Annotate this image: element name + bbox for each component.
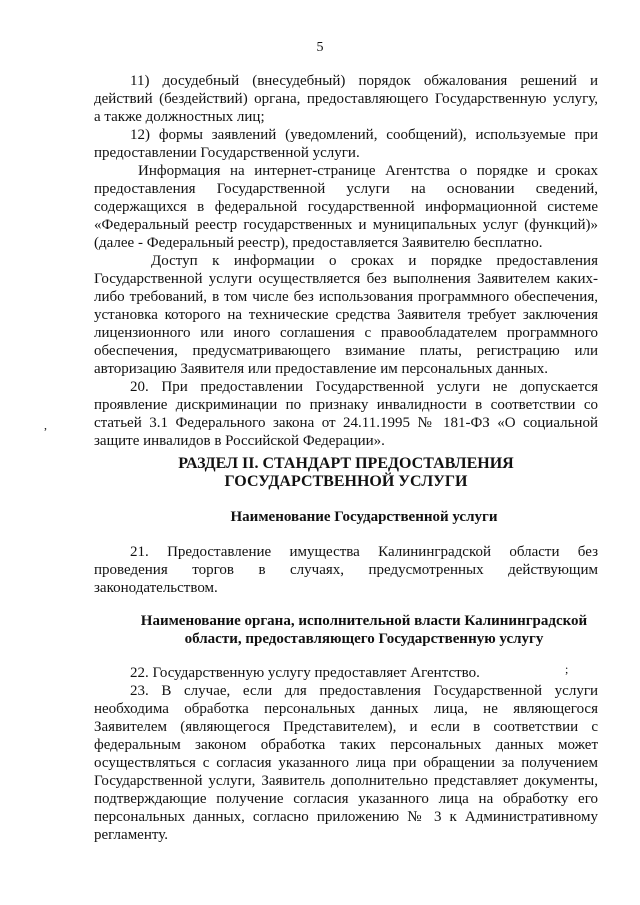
- text-line: 22. Государственную услугу предоставляет Агентство.: [130, 665, 480, 681]
- section-title: ГОСУДАРСТВЕННОЙ УСЛУГИ: [224, 473, 468, 490]
- text-line: (далее - Федеральный реестр), предоставляется Заявителю бесплатно.: [94, 235, 543, 251]
- text-line: подтверждающие получение согласия указанного лица на обработку его: [94, 791, 598, 807]
- service-name-heading: Наименование Государственной услуги: [230, 509, 498, 525]
- text-line: Государственной услуги, Заявитель дополнительно представляет документы,: [94, 773, 598, 789]
- organ-heading: Наименование органа, исполнительной власти Калининградской: [140, 613, 588, 629]
- text-line: авторизацию Заявителя или предоставление им персональных данных.: [94, 361, 548, 377]
- text-line: персональных данных, согласно приложению № 3 к Административному: [94, 809, 598, 825]
- text-line: 23. В случае, если для предоставления Государственной услуги: [130, 683, 598, 699]
- text-line: осуществляться с согласия указанного лица при обращении за получением: [94, 755, 598, 771]
- text-line: лицензионного или иного соглашения с правообладателем программного: [94, 325, 598, 341]
- text-line: Государственной услуги осуществляется без выполнения Заявителем каких-: [94, 271, 598, 287]
- text-line: 11) досудебный (внесудебный) порядок обжалования решений и: [130, 73, 598, 89]
- text-line: Заявителем (являющегося Представителем), и если в соответствии с: [94, 719, 598, 735]
- text-line: действий (бездействий) органа, предоставляющего Государственную услугу,: [94, 91, 598, 107]
- text-line: обеспечения, предусматривающего взимание платы, регистрацию или: [94, 343, 598, 359]
- text-line: «Федеральный реестр государственных и муниципальных услуг (функций)»: [94, 217, 598, 233]
- text-line: законодательством.: [94, 580, 218, 596]
- text-line: Доступ к информации о сроках и порядке предоставления: [151, 253, 598, 269]
- section-title: РАЗДЕЛ II. СТАНДАРТ ПРЕДОСТАВЛЕНИЯ: [178, 455, 514, 472]
- text-line: 12) формы заявлений (уведомлений, сообщений), используемые при: [130, 127, 598, 143]
- text-line: либо требований, в том числе без использования программного обеспечения,: [94, 289, 598, 305]
- text-line: установка которого на технические средства Заявителя требует заключения: [94, 307, 598, 323]
- text-line: а также должностных лиц;: [94, 109, 265, 125]
- organ-heading: области, предоставляющего Государственную услугу: [184, 631, 544, 647]
- scan-mark: ;: [565, 662, 569, 676]
- text-line: федеральным законом обработка таких персональных данных может: [94, 737, 598, 753]
- text-line: предоставления Государственной услуги на основании сведений,: [94, 181, 598, 197]
- text-line: содержащихся в федеральной государственной информационной системе: [94, 199, 598, 215]
- page-number: 5: [316, 40, 324, 55]
- text-line: защите инвалидов в Российской Федерации».: [94, 433, 385, 449]
- text-line: регламенту.: [94, 827, 168, 843]
- text-line: необходима обработка персональных данных лица, не являющегося: [94, 701, 598, 717]
- text-line: проявление дискриминации по признаку инвалидности в соответствии со: [94, 397, 598, 413]
- text-line: проведения торгов в случаях, предусмотренных действующим: [94, 562, 598, 578]
- text-line: 20. При предоставлении Государственной услуги не допускается: [130, 379, 598, 395]
- text-line: 21. Предоставление имущества Калининградской области без: [130, 544, 598, 560]
- text-line: статьей 3.1 Федерального закона от 24.11.1995 № 181-ФЗ «О социальной: [94, 415, 598, 431]
- scan-mark: ,: [44, 418, 47, 432]
- text-line: предоставлении Государственной услуги.: [94, 145, 360, 161]
- text-line: Информация на интернет-странице Агентства о порядке и сроках: [138, 163, 598, 179]
